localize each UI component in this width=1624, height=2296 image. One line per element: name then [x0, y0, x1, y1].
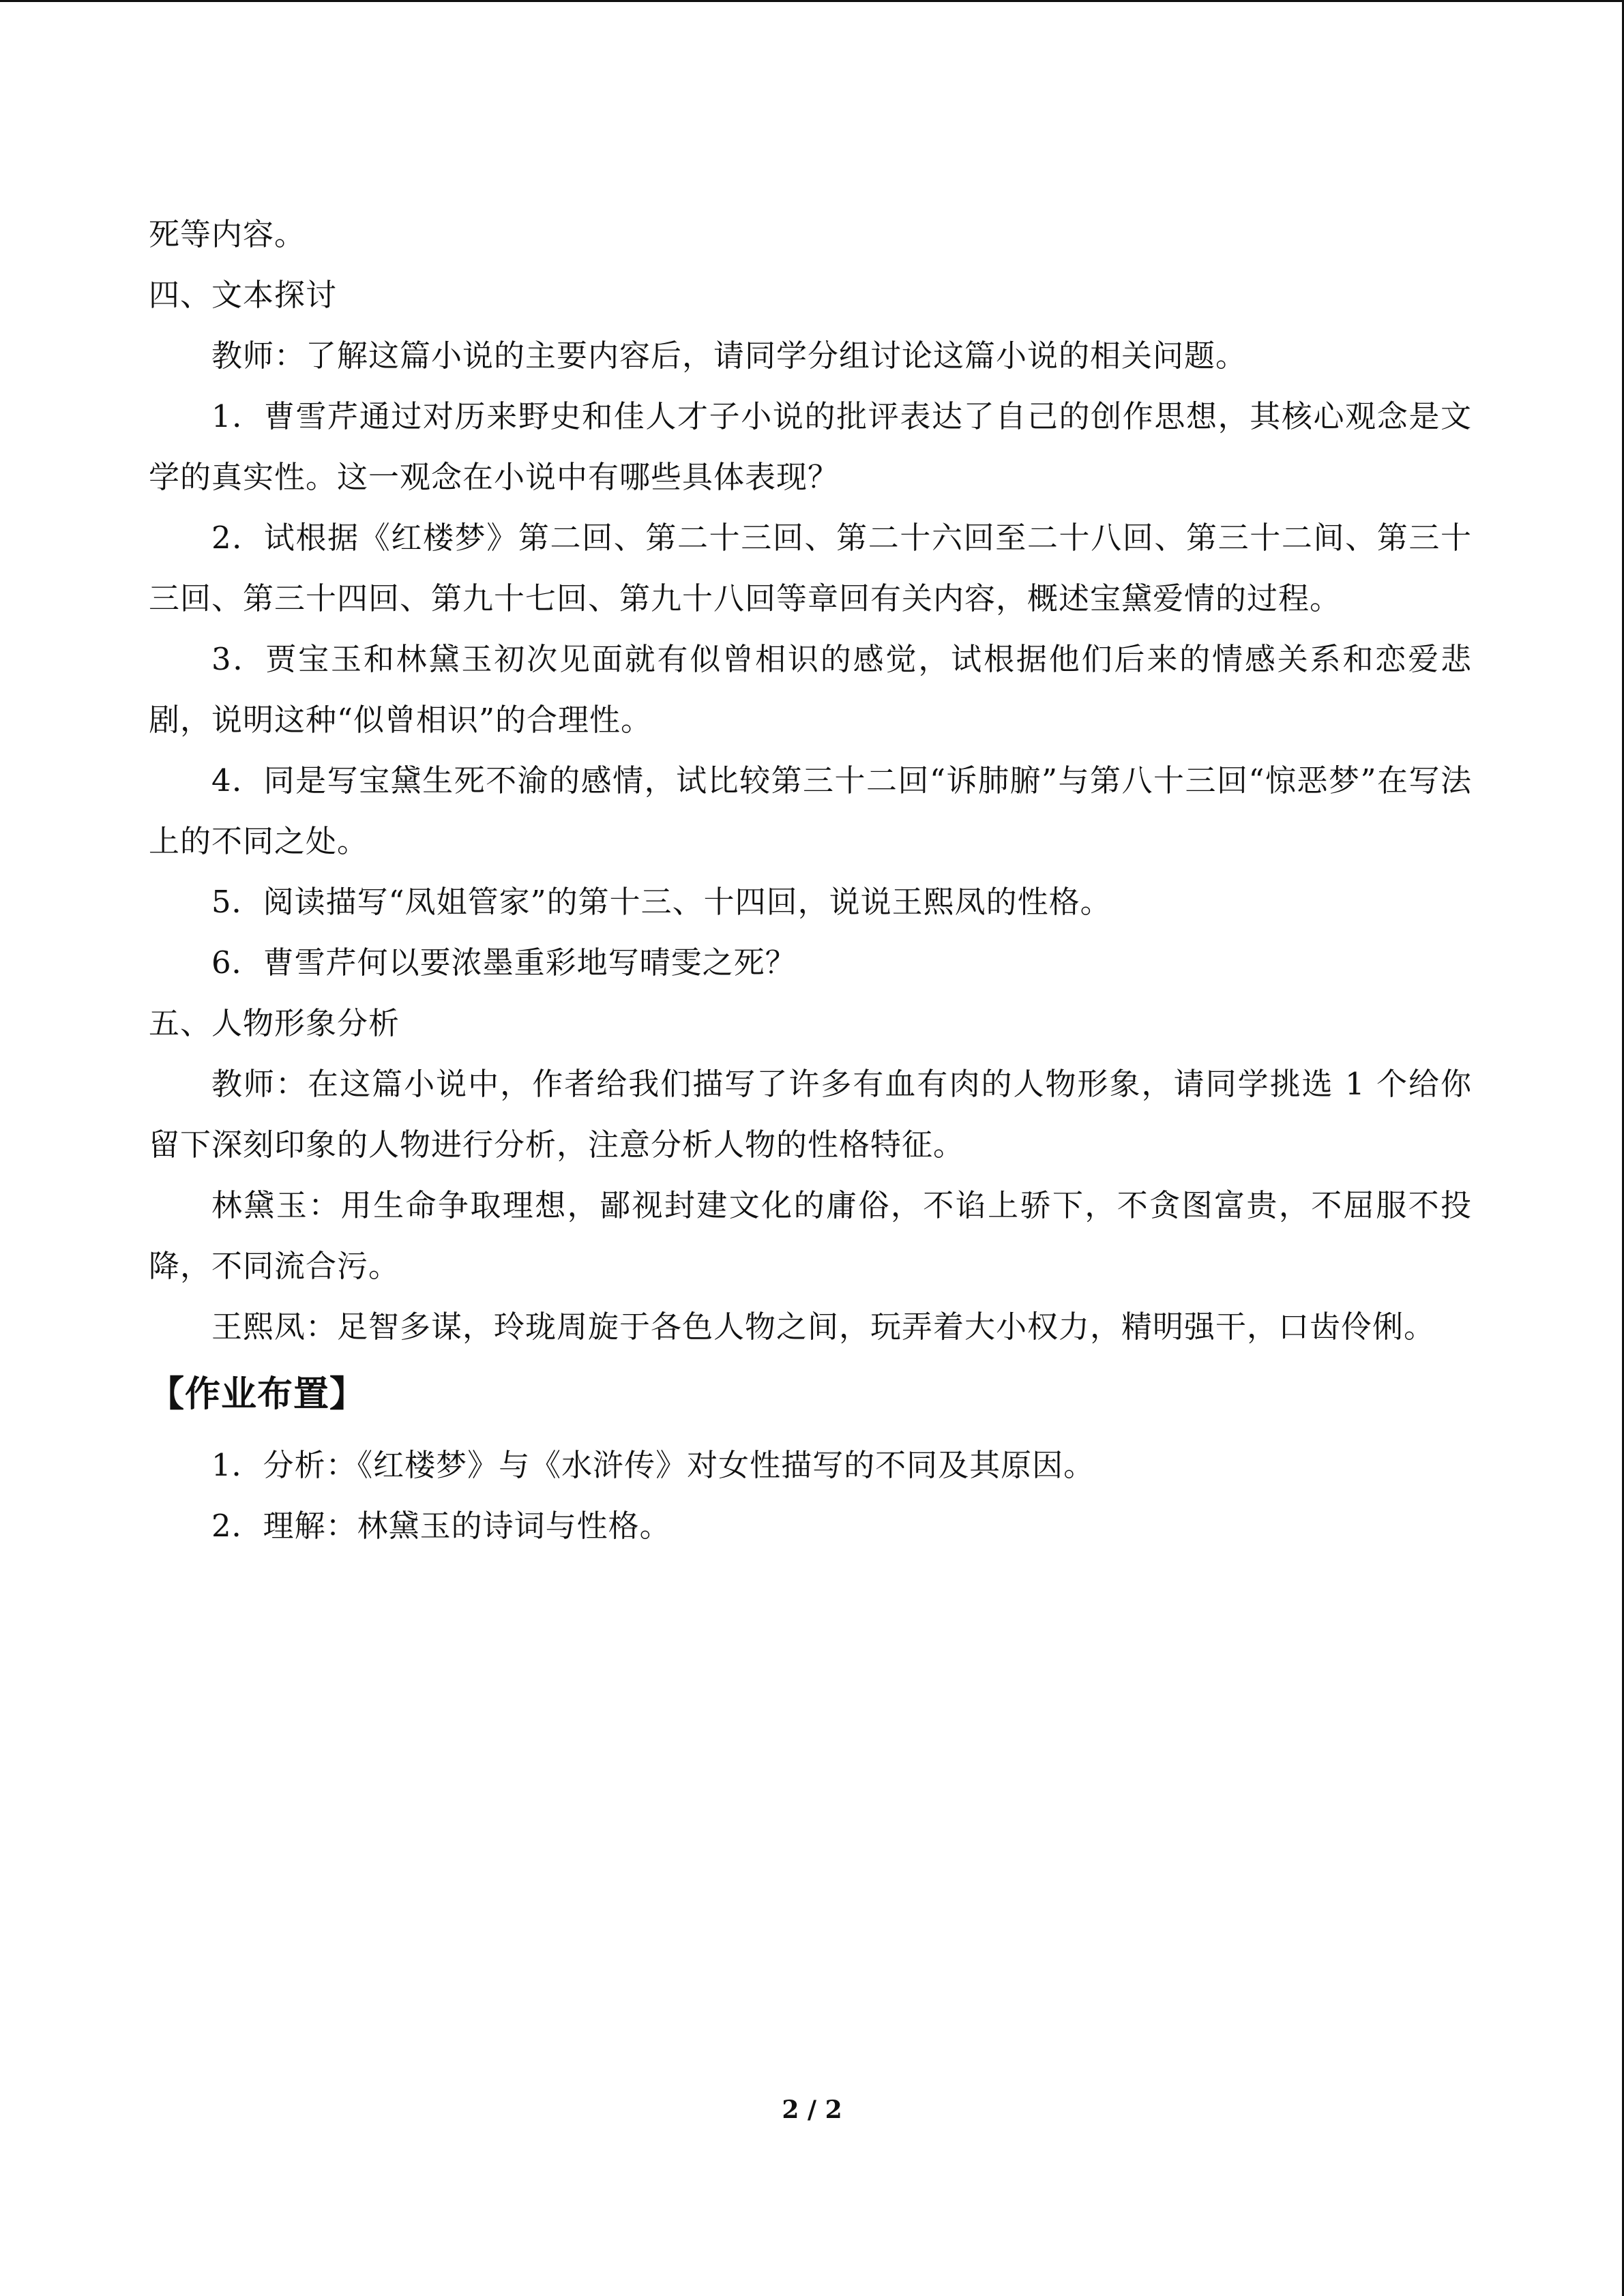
homework-item: 1．分析：《红楼梦》与《水浒传》对女性描写的不同及其原因。	[211, 1447, 1095, 1483]
homework-list	[149, 1435, 1472, 1556]
page-number: 2 / 2	[782, 2096, 842, 2124]
page-body	[149, 204, 1472, 1556]
section-heading-text-discussion: 四、文本探讨	[149, 277, 338, 313]
homework-heading: 【作业布置】	[149, 1374, 366, 1415]
question-item: 6．曹雪芹何以要浓墨重彩地写晴雯之死？	[211, 944, 797, 981]
character-analysis-item: 林黛玉：用生命争取理想，鄙视封建文化的庸俗，不谄上骄下，不贪图富贵，不屈服不投降，不同流合污。	[149, 1187, 1472, 1284]
paragraph: 教师：了解这篇小说的主要内容后，请同学分组讨论这篇小说的相关问题。	[211, 338, 1247, 374]
paragraph: 教师：在这篇小说中，作者给我们描写了许多有血有肉的人物形象，请同学挑选 1 个给你留下深刻印象的人物进行分析，注意分析人物的性格特征。	[149, 1066, 1472, 1163]
question-item: 5．阅读描写“凤姐管家”的第十三、十四回，说说王熙凤的性格。	[211, 884, 1112, 920]
character-analysis-item: 王熙凤：足智多谋，玲珑周旋于各色人物之间，玩弄着大小权力，精明强干，口齿伶俐。	[211, 1309, 1436, 1345]
question-item: 3．贾宝玉和林黛玉初次见面就有似曾相识的感觉，试根据他们后来的情感关系和恋爱悲剧，说明这种“似曾相识”的合理性。	[149, 641, 1472, 738]
question-item: 1．曹雪芹通过对历来野史和佳人才子小说的批评表达了自己的创作思想，其核心观念是文学的真实性。这一观念在小说中有哪些具体表现？	[149, 398, 1472, 495]
question-item: 4．同是写宝黛生死不渝的感情，试比较第三十二回“诉肺腑”与第八十三回“惊恶梦”在写法上的不同之处。	[149, 762, 1472, 859]
question-item: 2．试根据《红楼梦》第二回、第二十三回、第二十六回至二十八回、第三十二间、第三十三回、第三十四回、第九十七回、第九十八回等章回有关内容，概述宝黛爱情的过程。	[149, 520, 1472, 616]
homework-item: 2．理解：林黛玉的诗词与性格。	[211, 1508, 671, 1544]
paragraph: 死等内容。	[149, 216, 306, 252]
section-heading-character-analysis: 五、人物形象分析	[149, 1005, 400, 1041]
